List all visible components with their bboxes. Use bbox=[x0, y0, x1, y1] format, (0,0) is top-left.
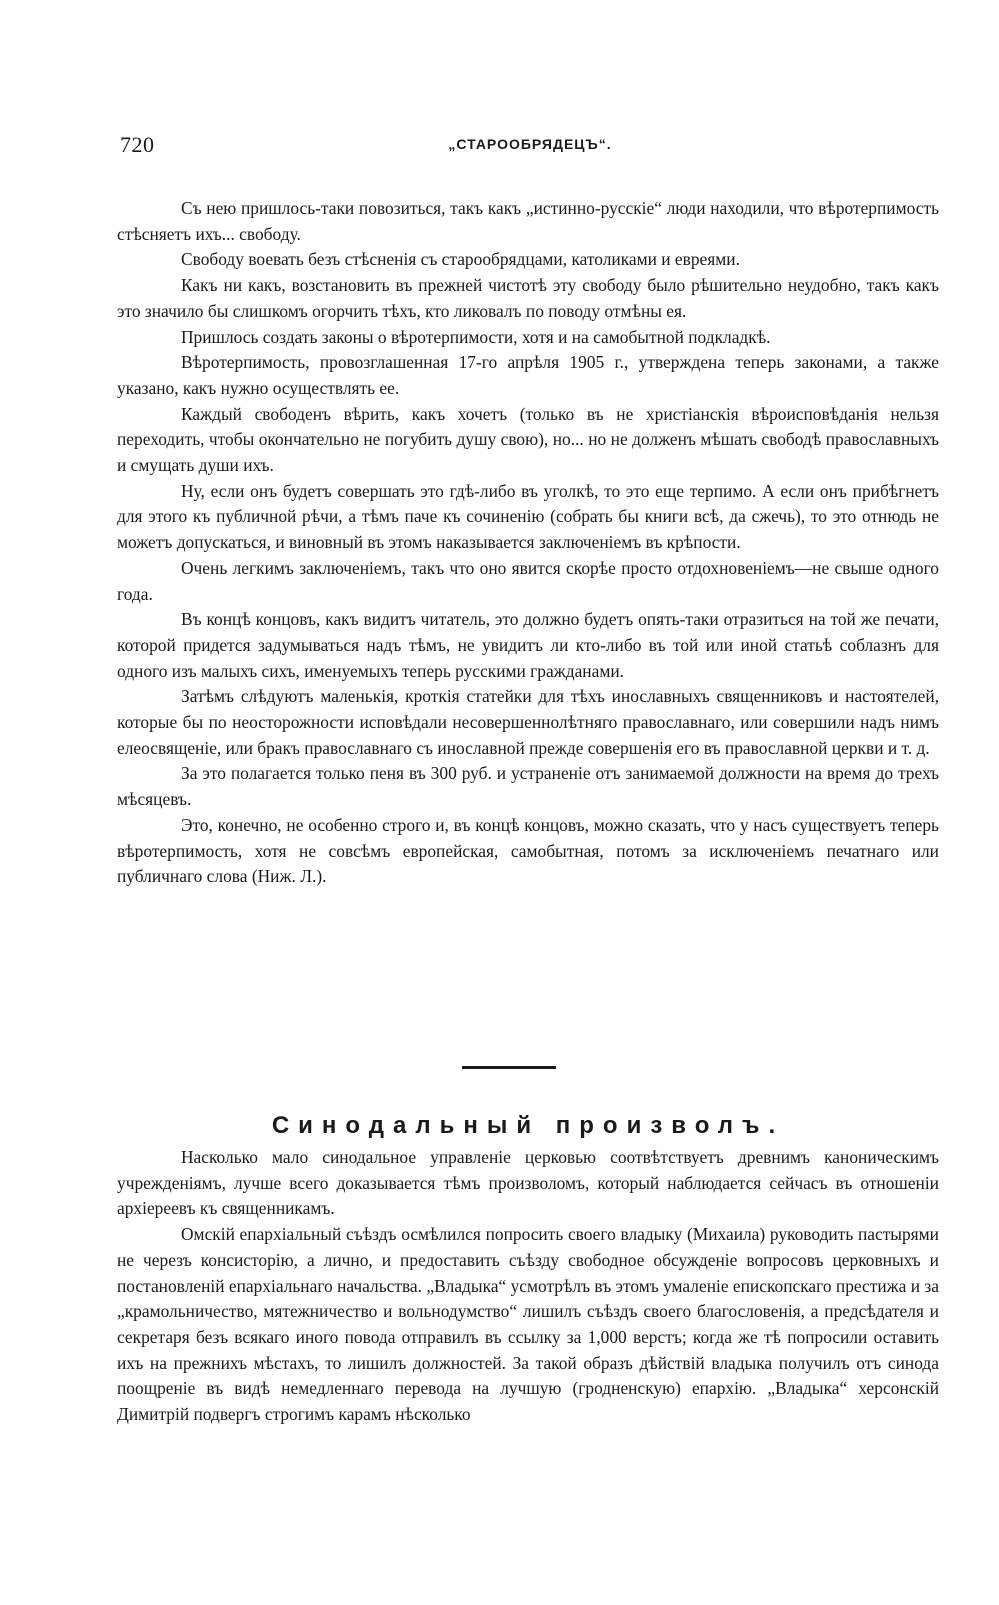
article-1-body bbox=[117, 196, 939, 890]
paragraph: Въ концѣ концовъ, какъ видитъ читатель, это должно будетъ опять-таки отразиться на той же печати, которой придется задумываться надъ тѣмъ, не увидитъ ли кто-либо въ той или иной статьѣ соблазнъ для одного изъ малыхъ сихъ, именуемыхъ теперь русскими гражданами. bbox=[117, 609, 939, 681]
running-head bbox=[120, 132, 940, 162]
journal-title: „СТАРООБРЯДЕЦЪ“. bbox=[448, 136, 612, 152]
section-divider-rule bbox=[462, 1066, 556, 1069]
page-number: 720 bbox=[120, 132, 155, 157]
section-heading: Синодальный произволъ. bbox=[271, 1111, 785, 1139]
paragraph: Какъ ни какъ, возстановить въ прежней чистотѣ эту свободу было рѣшительно неудобно, такъ какъ это значило бы слишкомъ огорчить тѣхъ, кто ликовалъ по поводу отмѣны ея. bbox=[117, 275, 939, 321]
paragraph: Каждый свободенъ вѣрить, какъ хочетъ (только въ не христіанскія вѣроисповѣданія нельзя переходить, чтобы окончательно не погубить душу свою), но... но не долженъ мѣшать свободѣ православныхъ и смущать души ихъ. bbox=[117, 403, 939, 476]
paragraph: Насколько мало синодальное управленіе церковью соотвѣтствуетъ древнимъ каноническимъ учрежденіямъ, лучше всего доказывается тѣмъ произволомъ, который наблюдается сейчасъ въ отношеніи архіереевъ къ священникамъ. bbox=[117, 1147, 939, 1219]
paragraph: Очень легкимъ заключеніемъ, такъ что оно явится скорѣе просто отдохновеніемъ—не свыше одного года. bbox=[117, 557, 939, 604]
paragraph: Вѣротерпимость, провозглашенная 17-го апрѣля 1905 г., утверждена теперь законами, а также указано, какъ нужно осуществлять ее. bbox=[117, 352, 939, 398]
paragraph: За это полагается только пеня въ 300 руб. и устраненіе отъ занимаемой должности на время до трехъ мѣсяцевъ. bbox=[117, 763, 939, 810]
paragraph: Пришлось создать законы о вѣротерпимости, хотя и на самобытной подкладкѣ. bbox=[181, 326, 771, 347]
paragraph: Ну, если онъ будетъ совершать это гдѣ-либо въ уголкѣ, то это еще терпимо. А если онъ прибѣгнетъ для этого къ публичной рѣчи, а тѣмъ паче къ сочиненію (собрать бы книги всѣ, да сжечь), то это отнюдь не можетъ допускаться, и виновный въ этомъ наказывается заключеніемъ въ крѣпости. bbox=[117, 480, 939, 553]
paragraph: Это, конечно, не особенно строго и, въ концѣ концовъ, можно сказать, что у насъ существуетъ теперь вѣротерпимость, хотя не совсѣмъ европейская, самобытная, потомъ за исключеніемъ печатнаго или публичнаго слова (Ниж. Л.). bbox=[117, 814, 939, 887]
paragraph: Свободу воевать безъ стѣсненія съ старообрядцами, католиками и евреями. bbox=[181, 249, 740, 270]
paragraph: Омскій епархіальный съѣздъ осмѣлился попросить своего владыку (Михаила) руководить пастырями не черезъ консисторію, а лично, и предоставить съѣзду свободное обсужденіе вопросовъ церковныхъ и постановленій епархіальнаго начальства. „Владыка“ усмотрѣлъ въ этомъ умаленіе епископскаго престижа и за „крамольничество, мятежничество и вольнодумство“ лишилъ съѣздъ своего благословенія, а предсѣдателя и секретаря безъ всякаго иного повода отправилъ въ ссылку за 1,000 верстъ; когда же тѣ попросили оставить ихъ на прежнихъ мѣстахъ, то лишилъ должностей. За такой образъ дѣйствій владыка получилъ отъ синода поощреніе въ видѣ немедленнаго перевода на лучшую (гродненскую) епархію. „Владыка“ херсонскій Димитрій подвергъ строгимъ карамъ нѣсколько bbox=[117, 1224, 939, 1425]
article-2-body bbox=[117, 1145, 939, 1428]
paragraph: Затѣмъ слѣдуютъ маленькія, кроткія статейки для тѣхъ инославныхъ священниковъ и настоятелей, которые бы по неосторожности исповѣдали несовершеннолѣтняго православнаго, или совершили надъ нимъ елеосвященіе, или бракъ православнаго съ инославной прежде совершенія его въ православной церкви и т. д. bbox=[117, 686, 939, 758]
paragraph: Съ нею пришлось-таки повозиться, такъ какъ „истинно-русскіе“ люди находили, что вѣротерпимость стѣсняетъ ихъ... свободу. bbox=[117, 198, 939, 244]
